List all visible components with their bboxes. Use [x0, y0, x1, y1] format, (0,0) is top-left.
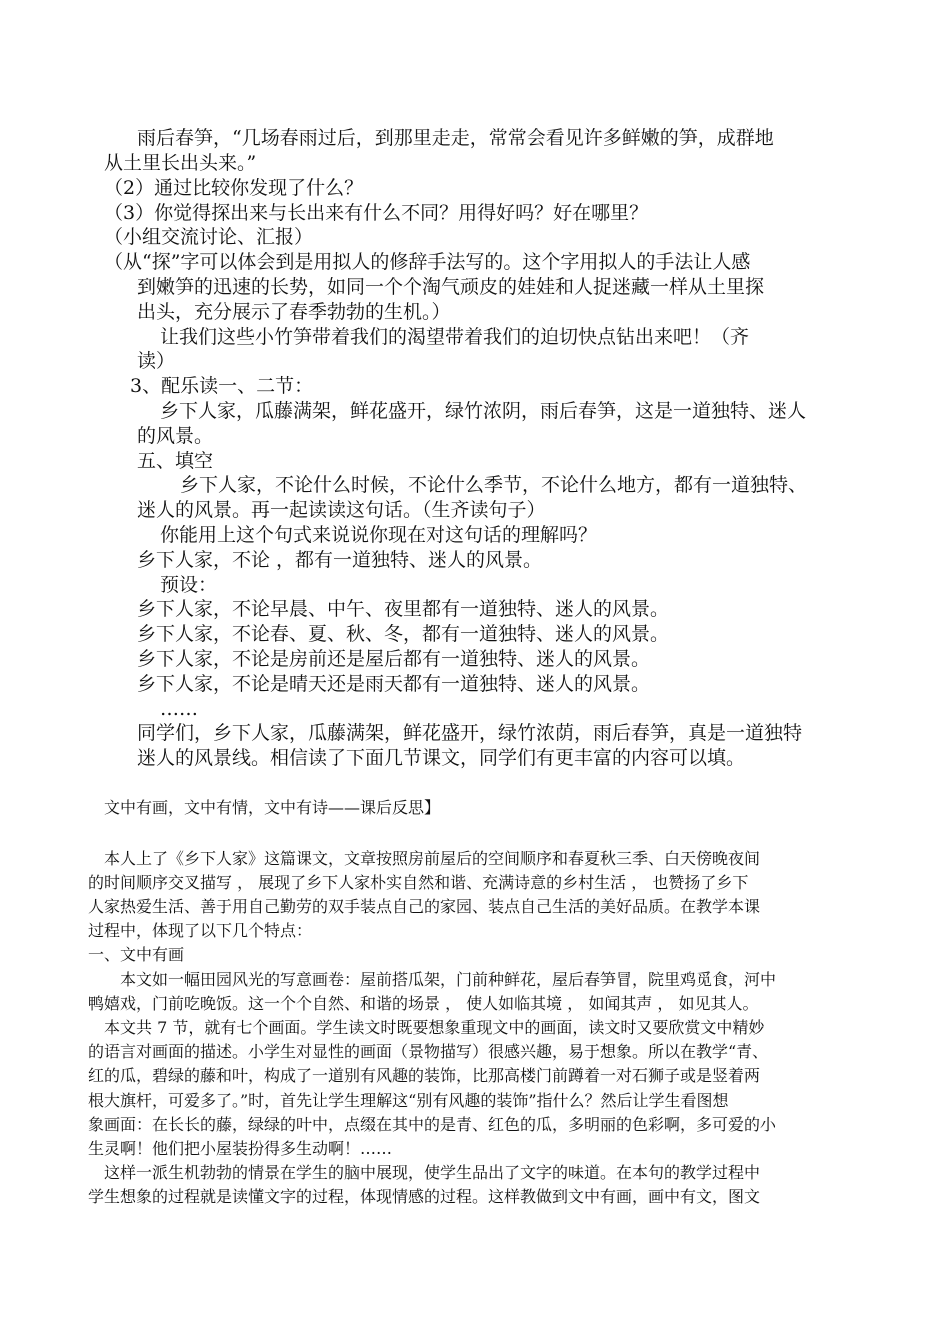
paragraph-line: 到嫩笋的迅速的长势，如同一个个淘气顽皮的娃娃和人捉迷藏一样从土里探 [137, 276, 765, 298]
section-heading: 五、填空 [137, 450, 214, 472]
paragraph-line: 乡下人家，不论 ，都有一道独特、迷人的风景。 [137, 549, 543, 571]
example-line: 乡下人家，不论早晨、中午、夜里都有一道独特、迷人的风景。 [137, 598, 670, 620]
paragraph-line: 读） [137, 350, 176, 372]
paragraph-line: 预设： [160, 574, 218, 596]
paragraph-line: 的风景。 [137, 425, 214, 447]
example-line: 乡下人家，不论春、夏、秋、冬，都有一道独特、迷人的风景。 [137, 623, 670, 645]
paragraph-line: 红的瓜，碧绿的藤和叶，构成了一道别有风趣的装饰，比那高楼门前蹲着一对石狮子或是竖着两 [88, 1066, 761, 1085]
paragraph-line: 迷人的风景线。相信读了下面几节课文，同学们有更丰富的内容可以填。 [137, 747, 746, 769]
paragraph-line: 雨后春笋，“几场春雨过后，到那里走走，常常会看见许多鲜嫩的笋，成群地 [137, 127, 774, 149]
example-line: 乡下人家，不论是房前还是屋后都有一道独特、迷人的风景。 [137, 648, 651, 670]
section-heading: 一、文中有画 [88, 945, 185, 964]
paragraph-line: 乡下人家，瓜藤满架，鲜花盛开，绿竹浓阴，雨后春笋，这是一道独特、迷人 [160, 400, 807, 422]
paragraph-line: 人家热爱生活、善于用自己勤劳的双手装点自己的家园、装点自己生活的美好品质。在教学本课 [88, 897, 761, 916]
paragraph-line: 生灵啊！他们把小屋装扮得多生动啊！…… [88, 1139, 393, 1158]
paragraph-line: 本人上了《乡下人家》这篇课文，文章按照房前屋后的空间顺序和春夏秋三季、白天傍晚夜间 [104, 849, 761, 868]
paragraph-line: 象画面：在长长的藤，绿绿的叶中，点缀在其中的是青、红色的瓜，多明丽的色彩啊，多可爱的小 [88, 1115, 777, 1134]
paragraph-line: 乡下人家，不论什么时候，不论什么季节，不论什么地方，都有一道独特、 [180, 474, 808, 496]
paragraph-line: 这样一派生机勃勃的情景在学生的脑中展现，使学生品出了文字的味道。在本句的教学过程中 [104, 1163, 761, 1182]
paragraph-line: 本文共 7 节，就有七个画面。学生读文时既要想象重现文中的画面，读文时又要欣赏文中精妙 [104, 1018, 765, 1037]
paragraph-line: 你能用上这个句式来说说你现在对这句话的理解吗？ [160, 524, 598, 546]
ellipsis-line: …… [160, 698, 198, 720]
paragraph-line: 过程中，体现了以下几个特点： [88, 921, 313, 940]
paragraph-line: 本文如一幅田园风光的写意画卷：屋前搭瓜架，门前种鲜花，屋后春笋冒，院里鸡觅食，河中 [120, 970, 777, 989]
paragraph-line: 的语言对画面的描述。小学生对显性的画面（景物描写）很感兴趣，易于想象。所以在教学“青、 [88, 1042, 769, 1061]
paragraph-line: 让我们这些小竹笋带着我们的渴望带着我们的迫切快点钻出来吧！（齐 [160, 326, 750, 348]
paragraph-line: 从土里长出头来。” [104, 152, 257, 174]
paragraph-line: （从“探”字可以体会到是用拟人的修辞手法写的。这个字用拟人的手法让人感 [104, 251, 751, 273]
paragraph-line: 同学们，乡下人家，瓜藤满架，鲜花盛开，绿竹浓荫，雨后春笋，真是一道独特 [137, 722, 803, 744]
question-line: （3）你觉得探出来与长出来有什么不同？用得好吗？好在哪里？ [104, 202, 649, 224]
question-line: （2）通过比较你发现了什么？ [104, 177, 364, 199]
instruction-line: （小组交流讨论、汇报） [104, 226, 314, 248]
section-heading: 3、配乐读一、二节： [130, 375, 314, 397]
example-line: 乡下人家，不论是晴天还是雨天都有一道独特、迷人的风景。 [137, 673, 651, 695]
paragraph-line: 根大旗杆，可爱多了。”时，首先让学生理解这“别有风趣的装饰”指什么？然后让学生看图想 [88, 1091, 729, 1110]
paragraph-line: 出头，充分展示了春季勃勃的生机。） [137, 301, 451, 323]
paragraph-line: 的时间顺序交叉描写 ， 展现了乡下人家朴实自然和谐、充满诗意的乡村生活 ， 也赞扬了乡下 [88, 873, 749, 892]
reflection-title: 文中有画，文中有情，文中有诗——课后反思】 [104, 798, 441, 817]
paragraph-line: 迷人的风景。再一起读读这句话。（生齐读句子） [137, 499, 546, 521]
paragraph-line: 鸭嬉戏，门前吃晚饭。这一个个自然、和谐的场景 ， 使人如临其境 ， 如闻其声 ， 如见其人。 [88, 994, 759, 1013]
paragraph-line: 学生想象的过程就是读懂文字的过程，体现情感的过程。这样教做到文中有画，画中有文，图文 [88, 1187, 761, 1206]
